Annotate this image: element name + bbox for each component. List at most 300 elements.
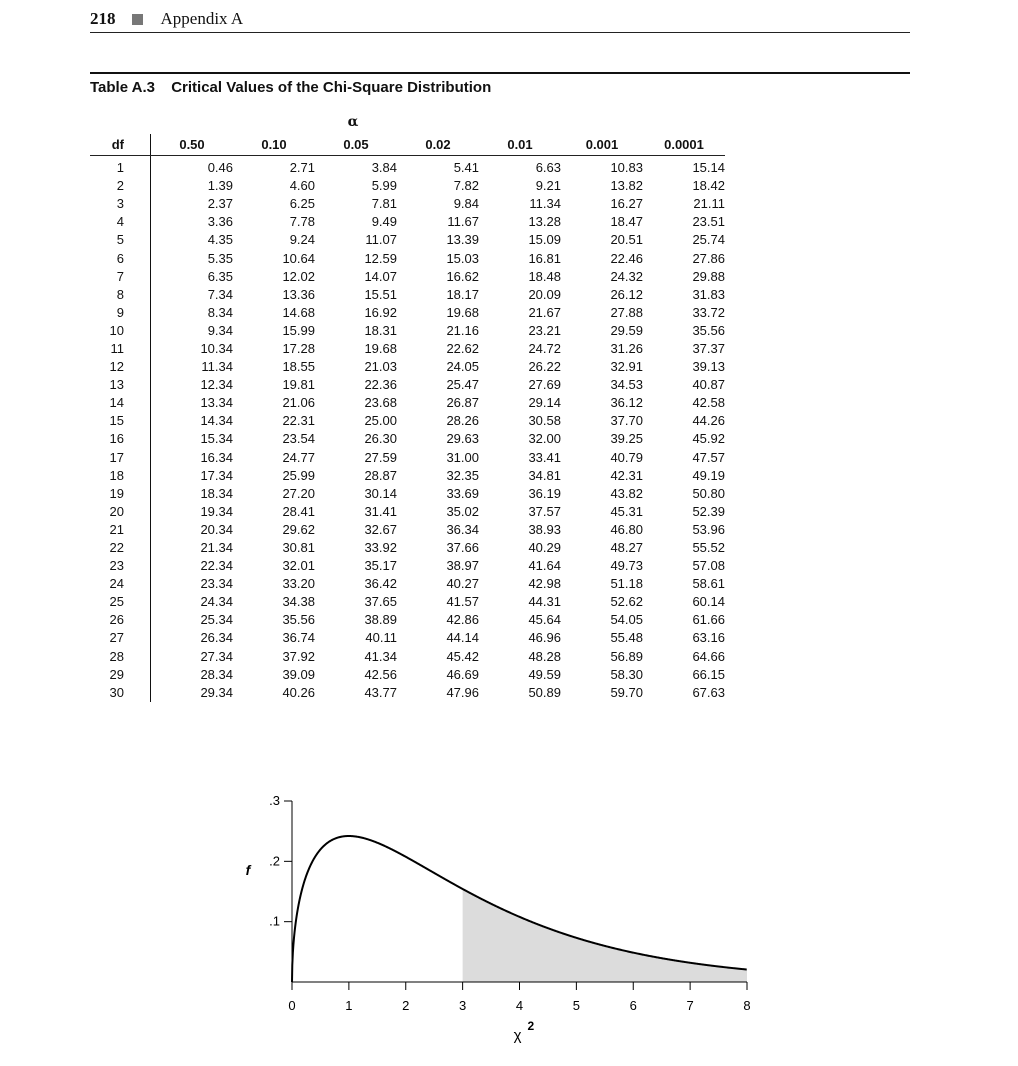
critical-value-cell — [479, 449, 561, 467]
critical-value: 23.68 — [364, 395, 397, 411]
table-row — [90, 449, 725, 467]
critical-value-cell — [643, 467, 725, 485]
critical-value: 12.02 — [282, 268, 315, 284]
critical-value-cell — [397, 575, 479, 593]
table-row — [90, 156, 725, 178]
critical-value: 50.80 — [692, 485, 725, 501]
table-body — [90, 156, 725, 702]
critical-value: 49.73 — [610, 558, 643, 574]
critical-value-cell — [151, 467, 234, 485]
critical-value-cell — [479, 467, 561, 485]
critical-value: 29.59 — [610, 322, 643, 338]
alpha-header: 0.05 — [315, 134, 397, 156]
critical-value: 46.80 — [610, 521, 643, 537]
critical-value-cell — [561, 231, 643, 249]
critical-value-cell — [643, 593, 725, 611]
critical-value-cell — [151, 231, 234, 249]
table-title: Critical Values of the Chi-Square Distribution — [171, 79, 492, 96]
critical-value-cell — [315, 286, 397, 304]
critical-value: 35.56 — [282, 612, 315, 628]
critical-value: 23.34 — [200, 576, 233, 592]
table-row — [90, 195, 725, 213]
x-tick-label: 5 — [572, 998, 580, 1013]
alpha-header: 0.001 — [561, 134, 643, 156]
critical-value: 11.34 — [529, 196, 561, 212]
critical-value-cell — [233, 557, 315, 575]
critical-value-cell — [643, 539, 725, 557]
critical-value: 51.18 — [610, 576, 643, 592]
critical-value: 63.16 — [692, 630, 725, 646]
df-cell: 19 — [90, 485, 151, 503]
critical-value-cell — [643, 575, 725, 593]
df-cell: 14 — [90, 394, 151, 412]
critical-value-cell — [233, 575, 315, 593]
critical-value-cell — [151, 156, 234, 178]
table-row — [90, 684, 725, 702]
alpha-header: 0.0001 — [643, 134, 725, 156]
critical-value: 37.70 — [610, 413, 643, 429]
critical-value: 37.65 — [364, 594, 397, 610]
critical-value: 31.00 — [446, 449, 479, 465]
critical-value-cell — [643, 322, 725, 340]
critical-value: 40.29 — [528, 540, 561, 556]
critical-value-cell — [561, 213, 643, 231]
critical-value: 24.05 — [446, 359, 479, 375]
critical-value-cell — [561, 249, 643, 267]
table-row — [90, 521, 725, 539]
critical-value: 2.37 — [207, 196, 233, 212]
critical-value-cell — [315, 231, 397, 249]
critical-value-cell — [561, 340, 643, 358]
critical-value-cell — [151, 557, 234, 575]
critical-value-cell — [397, 177, 479, 195]
critical-value-cell — [561, 322, 643, 340]
critical-value-cell — [643, 449, 725, 467]
table-row — [90, 629, 725, 647]
section-title: Appendix A — [160, 9, 244, 28]
x-tick-label: 7 — [686, 998, 694, 1013]
x-tick-label: 3 — [459, 998, 467, 1013]
critical-value-cell — [315, 539, 397, 557]
critical-value: 24.72 — [528, 340, 561, 356]
critical-value-cell — [233, 503, 315, 521]
critical-value-cell — [233, 376, 315, 394]
critical-value-cell — [561, 575, 643, 593]
critical-value-cell — [233, 430, 315, 448]
critical-value: 40.79 — [610, 449, 643, 465]
critical-value: 38.89 — [364, 612, 397, 628]
critical-value-cell — [151, 358, 234, 376]
critical-value: 43.82 — [610, 485, 643, 501]
critical-value-cell — [233, 268, 315, 286]
critical-value: 32.67 — [364, 521, 397, 537]
critical-value: 58.61 — [692, 576, 725, 592]
critical-value: 22.31 — [282, 413, 315, 429]
critical-value-cell — [315, 177, 397, 195]
critical-value: 15.03 — [446, 250, 479, 266]
critical-value-cell — [561, 430, 643, 448]
critical-value: 29.14 — [528, 395, 561, 411]
critical-value-cell — [315, 340, 397, 358]
critical-value: 31.41 — [364, 503, 397, 519]
table-caption — [90, 79, 491, 96]
df-cell: 15 — [90, 412, 151, 430]
critical-value-cell — [151, 449, 234, 467]
critical-value-cell — [315, 648, 397, 666]
critical-value: 6.25 — [289, 196, 315, 212]
critical-value-cell — [233, 648, 315, 666]
critical-value: 38.93 — [528, 521, 561, 537]
critical-value: 23.54 — [282, 431, 315, 447]
critical-value: 28.41 — [282, 503, 315, 519]
critical-value: 37.92 — [282, 648, 315, 664]
shaded-tail-area — [463, 889, 747, 982]
critical-value-cell — [643, 156, 725, 178]
table-row — [90, 648, 725, 666]
critical-value: 31.26 — [610, 340, 643, 356]
critical-value: 48.27 — [610, 540, 643, 556]
table-row — [90, 467, 725, 485]
critical-value-cell — [233, 286, 315, 304]
critical-value: 24.32 — [610, 268, 643, 284]
critical-value: 50.89 — [528, 684, 561, 700]
df-cell: 25 — [90, 593, 151, 611]
critical-value-cell — [643, 231, 725, 249]
critical-value-cell — [151, 684, 234, 702]
critical-value: 26.22 — [528, 359, 561, 375]
critical-value: 59.70 — [610, 684, 643, 700]
critical-value-cell — [561, 177, 643, 195]
critical-value-cell — [233, 340, 315, 358]
critical-value-cell — [643, 557, 725, 575]
critical-value: 11.67 — [447, 214, 479, 230]
critical-value-cell — [561, 557, 643, 575]
critical-value: 28.34 — [200, 666, 233, 682]
critical-value: 16.34 — [200, 449, 233, 465]
critical-value: 53.96 — [692, 521, 725, 537]
critical-value: 44.14 — [446, 630, 479, 646]
critical-value-cell — [479, 195, 561, 213]
critical-value-cell — [397, 268, 479, 286]
critical-value-cell — [643, 394, 725, 412]
critical-value: 27.59 — [364, 449, 397, 465]
critical-value-cell — [479, 156, 561, 178]
critical-value-cell — [479, 503, 561, 521]
critical-value: 16.62 — [446, 268, 479, 284]
chi-square-density-chart — [220, 785, 780, 1055]
critical-value-cell — [479, 358, 561, 376]
critical-value-cell — [397, 394, 479, 412]
critical-value-cell — [233, 358, 315, 376]
critical-value-cell — [233, 213, 315, 231]
critical-value: 22.46 — [610, 250, 643, 266]
critical-value: 35.02 — [446, 503, 479, 519]
table-row — [90, 611, 725, 629]
critical-value-cell — [151, 195, 234, 213]
critical-value: 42.58 — [692, 395, 725, 411]
critical-value-cell — [561, 539, 643, 557]
critical-value: 25.47 — [446, 377, 479, 393]
critical-value-cell — [397, 593, 479, 611]
critical-value: 7.82 — [453, 178, 479, 194]
critical-value: 27.86 — [692, 250, 725, 266]
page-number: 218 — [90, 9, 116, 28]
critical-value: 33.72 — [692, 304, 725, 320]
critical-value: 9.49 — [371, 214, 397, 230]
critical-value-cell — [561, 503, 643, 521]
critical-value-cell — [233, 539, 315, 557]
critical-value: 26.12 — [610, 286, 643, 302]
table-row — [90, 485, 725, 503]
critical-value-cell — [643, 213, 725, 231]
critical-value: 3.84 — [371, 160, 397, 176]
critical-value: 13.82 — [610, 178, 643, 194]
table-row — [90, 376, 725, 394]
critical-value: 41.64 — [528, 558, 561, 574]
critical-value-cell — [643, 249, 725, 267]
critical-value: 12.34 — [200, 377, 233, 393]
critical-value-cell — [479, 557, 561, 575]
df-cell: 9 — [90, 304, 151, 322]
critical-value: 30.14 — [364, 485, 397, 501]
critical-value-cell — [151, 412, 234, 430]
critical-value-cell — [397, 376, 479, 394]
critical-value: 54.05 — [610, 612, 643, 628]
critical-value: 14.68 — [282, 304, 315, 320]
critical-value: 28.26 — [446, 413, 479, 429]
critical-value-cell — [479, 575, 561, 593]
critical-value: 40.87 — [692, 377, 725, 393]
chi-square-table — [90, 134, 725, 702]
critical-value-cell — [397, 648, 479, 666]
x-tick-label: 0 — [288, 998, 296, 1013]
critical-value-cell — [151, 340, 234, 358]
critical-value: 4.35 — [207, 232, 233, 248]
critical-value: 66.15 — [692, 666, 725, 682]
critical-value: 61.66 — [692, 612, 725, 628]
critical-value-cell — [315, 467, 397, 485]
critical-value-cell — [233, 467, 315, 485]
critical-value: 21.34 — [200, 540, 233, 556]
critical-value: 22.62 — [446, 340, 479, 356]
critical-value: 22.36 — [364, 377, 397, 393]
critical-value: 4.60 — [289, 178, 315, 194]
critical-value: 25.99 — [282, 467, 315, 483]
critical-value: 15.14 — [692, 160, 725, 176]
critical-value-cell — [479, 521, 561, 539]
table-row — [90, 231, 725, 249]
df-cell: 5 — [90, 231, 151, 249]
critical-value: 57.08 — [692, 558, 725, 574]
critical-value-cell — [151, 249, 234, 267]
df-cell: 23 — [90, 557, 151, 575]
critical-value: 6.35 — [207, 268, 233, 284]
x-tick-label: 6 — [629, 998, 637, 1013]
critical-value-cell — [397, 666, 479, 684]
df-cell: 7 — [90, 268, 151, 286]
critical-value-cell — [233, 394, 315, 412]
critical-value-cell — [643, 358, 725, 376]
critical-value: 26.87 — [446, 395, 479, 411]
critical-value-cell — [479, 539, 561, 557]
critical-value: 44.26 — [692, 413, 725, 429]
table-row — [90, 575, 725, 593]
critical-value: 33.69 — [446, 485, 479, 501]
critical-value-cell — [315, 156, 397, 178]
critical-value-cell — [315, 575, 397, 593]
critical-value-cell — [643, 666, 725, 684]
critical-value: 19.68 — [446, 304, 479, 320]
critical-value-cell — [315, 430, 397, 448]
critical-value-cell — [397, 467, 479, 485]
critical-value: 13.39 — [446, 232, 479, 248]
critical-value: 34.81 — [528, 467, 561, 483]
table-row — [90, 503, 725, 521]
critical-value: 22.34 — [200, 558, 233, 574]
critical-value-cell — [315, 449, 397, 467]
critical-value: 25.34 — [200, 612, 233, 628]
critical-value: 13.36 — [282, 286, 315, 302]
df-cell: 26 — [90, 611, 151, 629]
critical-value-cell — [561, 268, 643, 286]
critical-value: 7.78 — [289, 214, 315, 230]
critical-value-cell — [561, 467, 643, 485]
x-tick-label: 2 — [402, 998, 410, 1013]
critical-value: 13.28 — [528, 214, 561, 230]
y-tick-label: .1 — [269, 913, 280, 929]
critical-value: 18.48 — [528, 268, 561, 284]
alpha-header: 0.50 — [151, 134, 234, 156]
critical-value: 39.25 — [610, 431, 643, 447]
critical-value: 27.88 — [610, 304, 643, 320]
critical-value: 39.09 — [282, 666, 315, 682]
critical-value-cell — [233, 666, 315, 684]
x-axis-label: χ — [513, 1027, 522, 1044]
x-axis-label-superscript: 2 — [527, 1019, 535, 1033]
critical-value: 40.26 — [282, 684, 315, 700]
critical-value: 10.64 — [282, 250, 315, 266]
critical-value: 30.58 — [528, 413, 561, 429]
critical-value: 1.39 — [207, 178, 233, 194]
critical-value: 55.48 — [610, 630, 643, 646]
critical-value: 67.63 — [692, 684, 725, 700]
critical-value-cell — [315, 213, 397, 231]
critical-value-cell — [643, 286, 725, 304]
table-row — [90, 557, 725, 575]
df-cell: 20 — [90, 503, 151, 521]
critical-value-cell — [315, 304, 397, 322]
critical-value-cell — [397, 340, 479, 358]
critical-value-cell — [561, 485, 643, 503]
critical-value-cell — [151, 322, 234, 340]
critical-value-cell — [315, 611, 397, 629]
critical-value-cell — [233, 304, 315, 322]
critical-value: 37.57 — [528, 503, 561, 519]
critical-value: 38.97 — [446, 558, 479, 574]
critical-value-cell — [315, 376, 397, 394]
df-cell: 12 — [90, 358, 151, 376]
critical-value-cell — [479, 286, 561, 304]
critical-value: 44.31 — [528, 594, 561, 610]
df-cell: 17 — [90, 449, 151, 467]
critical-value-cell — [397, 449, 479, 467]
critical-value-cell — [315, 629, 397, 647]
df-cell: 6 — [90, 249, 151, 267]
critical-value: 58.30 — [610, 666, 643, 682]
critical-value: 10.83 — [610, 160, 643, 176]
df-cell: 16 — [90, 430, 151, 448]
df-cell: 21 — [90, 521, 151, 539]
critical-value-cell — [643, 412, 725, 430]
critical-value-cell — [479, 322, 561, 340]
critical-value-cell — [397, 684, 479, 702]
critical-value-cell — [151, 268, 234, 286]
critical-value-cell — [397, 304, 479, 322]
critical-value: 43.77 — [364, 684, 397, 700]
critical-value: 36.74 — [282, 630, 315, 646]
critical-value: 42.98 — [528, 576, 561, 592]
x-tick-label: 1 — [345, 998, 353, 1013]
critical-value: 15.51 — [364, 286, 397, 302]
critical-value: 23.21 — [528, 322, 561, 338]
critical-value: 18.17 — [446, 286, 479, 302]
critical-value-cell — [561, 394, 643, 412]
critical-value: 19.34 — [200, 503, 233, 519]
critical-value: 33.41 — [528, 449, 561, 465]
critical-value: 32.91 — [610, 359, 643, 375]
critical-value-cell — [479, 213, 561, 231]
critical-value-cell — [479, 394, 561, 412]
critical-value-cell — [397, 412, 479, 430]
df-cell: 27 — [90, 629, 151, 647]
critical-value: 64.66 — [692, 648, 725, 664]
table-row — [90, 340, 725, 358]
critical-value: 16.92 — [364, 304, 397, 320]
critical-value: 9.34 — [207, 322, 233, 338]
critical-value: 11.07 — [365, 232, 397, 248]
critical-value-cell — [397, 249, 479, 267]
table-row — [90, 322, 725, 340]
critical-value-cell — [397, 358, 479, 376]
critical-value-cell — [643, 430, 725, 448]
critical-value: 16.81 — [528, 250, 561, 266]
critical-value: 21.03 — [364, 359, 397, 375]
critical-value-cell — [315, 394, 397, 412]
critical-value-cell — [233, 322, 315, 340]
critical-value-cell — [233, 177, 315, 195]
critical-value-cell — [643, 521, 725, 539]
critical-value: 18.55 — [282, 359, 315, 375]
critical-value-cell — [479, 177, 561, 195]
table-row — [90, 268, 725, 286]
critical-value-cell — [643, 376, 725, 394]
critical-value: 18.42 — [692, 178, 725, 194]
table-row — [90, 177, 725, 195]
critical-value: 42.86 — [446, 612, 479, 628]
table-row — [90, 666, 725, 684]
critical-value: 26.30 — [364, 431, 397, 447]
critical-value-cell — [643, 268, 725, 286]
critical-value: 45.92 — [692, 431, 725, 447]
critical-value: 21.06 — [282, 395, 315, 411]
critical-value-cell — [233, 195, 315, 213]
critical-value: 36.34 — [446, 521, 479, 537]
critical-value-cell — [479, 340, 561, 358]
critical-value: 45.64 — [528, 612, 561, 628]
df-cell: 18 — [90, 467, 151, 485]
critical-value: 36.19 — [528, 485, 561, 501]
critical-value: 33.20 — [282, 576, 315, 592]
